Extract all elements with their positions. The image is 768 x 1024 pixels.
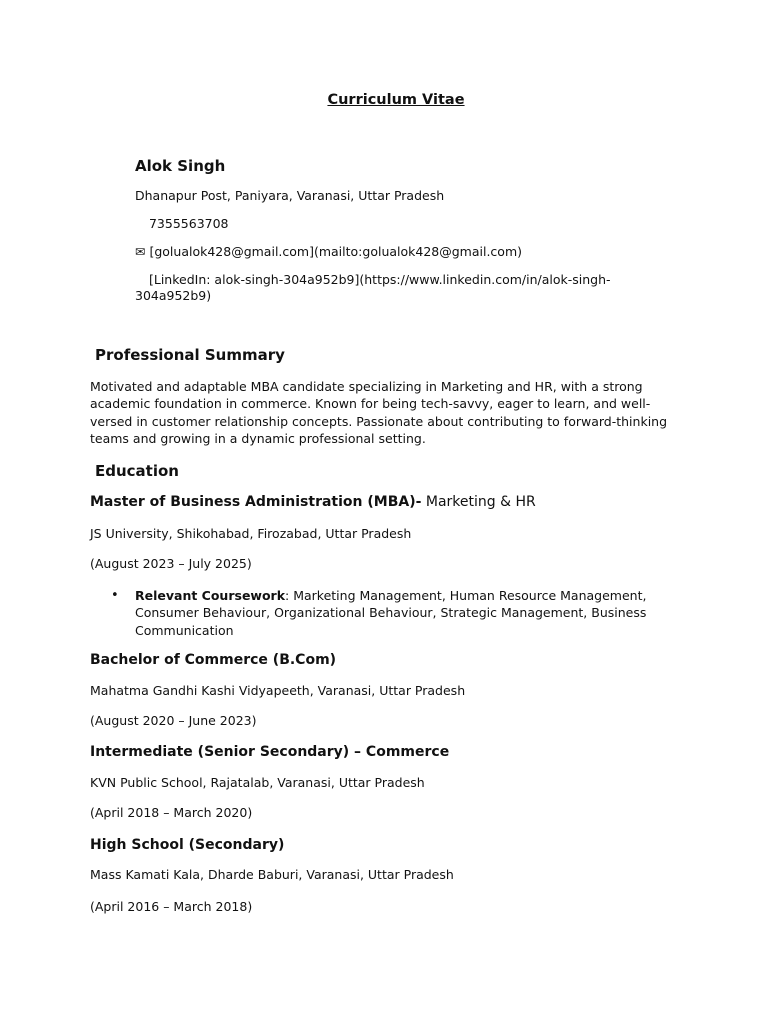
coursework-bullet: • [111,588,119,603]
address-line: Dhanapur Post, Paniyara, Varanasi, Uttar Pradesh [135,188,445,203]
education-heading: Education [95,462,179,480]
mba-dates: (August 2023 – July 2025) [90,556,252,571]
email-link[interactable]: [golualok428@gmail.com](mailto:golualok428@gmail.com) [149,244,523,259]
coursework-label: Relevant Coursework [135,588,286,603]
bcom-dates: (August 2020 – June 2023) [90,713,257,728]
email-line [135,244,522,259]
intermediate-heading: Intermediate (Senior Secondary) – Commerce [90,744,450,760]
mba-heading [90,494,536,510]
intermediate-school: KVN Public School, Rajatalab, Varanasi, Uttar Pradesh [90,775,425,790]
linkedin-link[interactable]: [LinkedIn: alok-singh-304a952b9](https://www.linkedin.com/in/alok-singh-304a952b9) [135,272,611,303]
mba-degree: Master of Business Administration (MBA)- [90,494,422,510]
bcom-school: Mahatma Gandhi Kashi Vidyapeeth, Varanasi, Uttar Pradesh [90,683,466,698]
bcom-heading: Bachelor of Commerce (B.Com) [90,652,337,668]
summary-text: Motivated and adaptable MBA candidate specializing in Marketing and HR, with a strong academic foundation in commerce. Known for being tech-savvy, eager to learn, and well-versed in customer relationship concepts. Passionate about contributing to forward-thinking teams and growing in a dynamic professional setting. [90,379,668,446]
candidate-name: Alok Singh [135,157,226,175]
summary-heading: Professional Summary [95,346,285,364]
linkedin-line [135,272,655,304]
highschool-heading: High School (Secondary) [90,837,285,853]
mba-specialization: Marketing & HR [421,494,536,510]
mba-school: JS University, Shikohabad, Firozabad, Uttar Pradesh [90,526,412,541]
intermediate-dates: (April 2018 – March 2020) [90,805,253,820]
phone-number: 7355563708 [148,216,229,231]
coursework-item [135,587,675,639]
phone-line [135,216,229,231]
highschool-dates: (April 2016 – March 2018) [90,899,253,914]
highschool-school: Mass Kamati Kala, Dharde Baburi, Varanasi, Uttar Pradesh [90,867,454,882]
document-title: Curriculum Vitae [327,92,465,108]
email-icon: ✉ [135,244,146,259]
coursework-list: : Marketing Management, Human Resource Management, Consumer Behaviour, Organizational Behaviour, Strategic Management, Business Communication [135,588,647,638]
